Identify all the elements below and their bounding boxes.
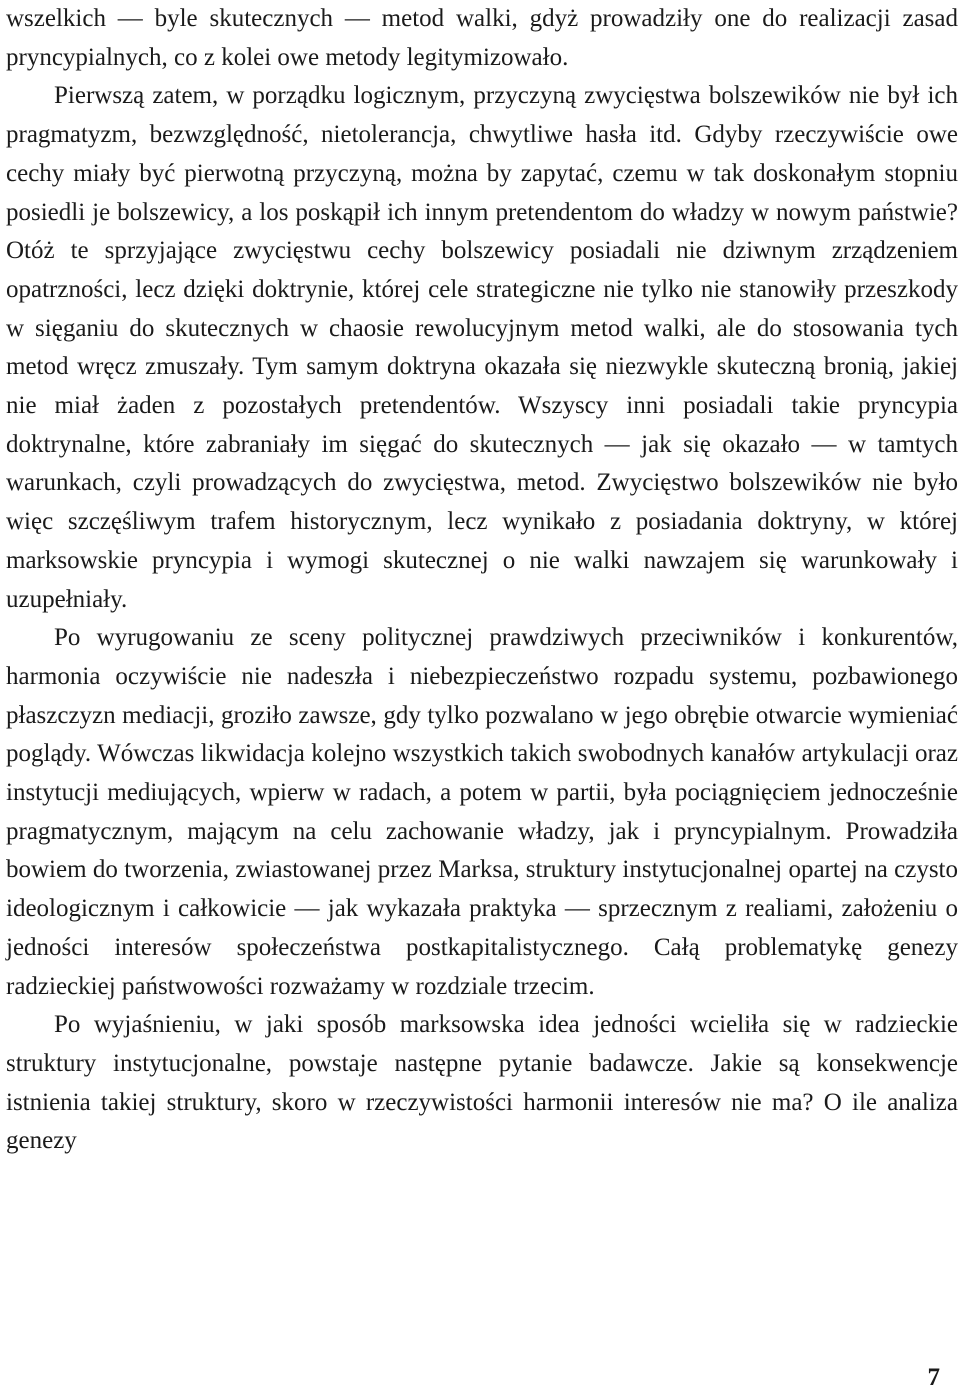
document-page xyxy=(6,0,958,1161)
paragraph-bolshevik-victory: Pierwszą zatem, w porządku logicznym, przyczyną zwycięstwa bolszewików nie był ich pragmatyzm, bezwzględność, nietolerancja, chwytliwe hasła itd. Gdyby rzeczywiście owe cechy miały być pierwotną przyczyną, można by zapytać, czemu w tak doskonałym stopniu posiedli je bolszewicy, a los poskąpił ich innym pretendentom do władzy w nowym państwie? Otóż te sprzyjające zwycięstwu cechy bolszewicy posiadali nie dziwnym zrządzeniem opatrzności, lecz dzięki doktrynie, której cele strategiczne nie tylko nie stanowiły przeszkody w sięganiu do skutecznych w chaosie rewolucyjnym metod walki, ale do stosowania tych metod wręcz zmuszały. Tym samym doktryna okazała się niezwykle skuteczną bronią, jakiej nie miał żaden z pozostałych pretendentów. Wszyscy inni posiadali takie pryncypia doktrynalne, które zabraniały im sięgać do skutecznych — jak się okazało — w tamtych warunkach, czyli prowadzących do zwycięstwa, metod. Zwycięstwo bolszewików nie było więc szczęśliwym trafem historycznym, lecz wynikało z posiadania doktryny, w której marksowskie pryncypia i wymogi skutecznej o nie walki nawzajem się warunkowały i uzupełniały. xyxy=(6,82,958,613)
paragraph-harmony: Po wyrugowaniu ze sceny politycznej prawdziwych przeciwników i konkurentów, harmonia oczywiście nie nadeszła i niebezpieczeństwo rozpadu systemu, pozbawionego płaszczyzn mediacji, groziło zawsze, gdy tylko pozwalano w jego obrębie otwarcie wymieniać poglądy. Wówczas likwidacja kolejno wszystkich takich swobodnych kanałów artykulacji oraz instytucji mediujących, wpierw w radach, a potem w partii, była pociągnięciem jednocześnie pragmatycznym, mającym na celu zachowanie władzy, jak i pryncypialnym. Prowadziła bowiem do tworzenia, zwiastowanej przez Marksa, struktury instytucjonalnej opartej na czysto ideologicznym i całkowicie — jak wykazała praktyka — sprzecznym z realiami, założeniu o jedności interesów społeczeństwa postkapitalistycznego. Całą problematykę genezy radzieckiej państwowości rozważamy w rozdziale trzecim. xyxy=(6,624,958,1000)
paragraph-research-question: Po wyjaśnieniu, w jaki sposób marksowska idea jedności wcieliła się w radzieckie struktury instytucjonalne, powstaje następne pytanie badawcze. Jakie są konsekwencje istnienia takiej struktury, skoro w rzeczywistości harmonii interesów nie ma? O ile analiza genezy xyxy=(6,1011,958,1155)
page-number: 7 xyxy=(927,1364,940,1391)
paragraph-continuation: wszelkich — byle skutecznych — metod walki, gdyż prowadziły one do realizacji zasad pryncypialnych, co z kolei owe metody legitymizowało. xyxy=(6,5,958,71)
